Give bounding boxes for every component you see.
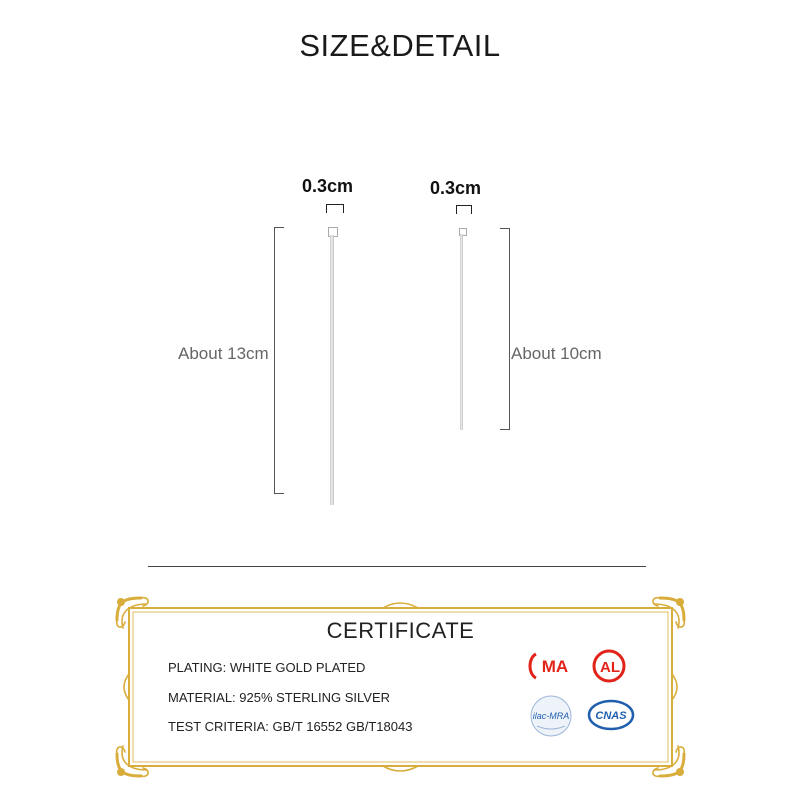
earring-2-length-label: About 10cm bbox=[511, 344, 602, 363]
certificate-title: CERTIFICATE bbox=[326, 618, 475, 643]
ilac-mra-logo-icon bbox=[527, 694, 575, 738]
earring-2-width-label: 0.3cm bbox=[430, 178, 482, 198]
earring-2-chain bbox=[460, 234, 463, 430]
svg-text:AL: AL bbox=[600, 659, 620, 676]
svg-text:ilac-MRA: ilac-MRA bbox=[532, 711, 570, 721]
earring-1-width-bracket bbox=[326, 204, 344, 213]
svg-text:MA: MA bbox=[541, 657, 569, 676]
cma-logo-icon bbox=[528, 650, 580, 682]
earring-2-width-bracket bbox=[456, 205, 472, 214]
earring-2-length-bracket bbox=[500, 228, 510, 430]
frame-corner-bl bbox=[117, 746, 148, 776]
earring-1-chain bbox=[330, 235, 334, 505]
certificate-test-criteria: TEST CRITERIA: GB/T 16552 GB/T18043 bbox=[168, 719, 413, 734]
earring-1-width-label: 0.3cm bbox=[302, 176, 354, 196]
page-title: SIZE&DETAIL bbox=[299, 28, 501, 63]
cnas-logo-icon bbox=[586, 698, 636, 732]
earring-1-length-bracket bbox=[274, 227, 284, 494]
cal-logo-icon bbox=[588, 648, 630, 684]
frame-corner-br bbox=[653, 746, 684, 776]
certificate-material: MATERIAL: 925% STERLING SILVER bbox=[168, 690, 391, 705]
svg-text:CNAS: CNAS bbox=[595, 710, 627, 722]
earring-1-length-label: About 13cm bbox=[178, 344, 269, 363]
certificate-plating: PLATING: WHITE GOLD PLATED bbox=[168, 660, 366, 675]
section-divider bbox=[148, 566, 646, 567]
